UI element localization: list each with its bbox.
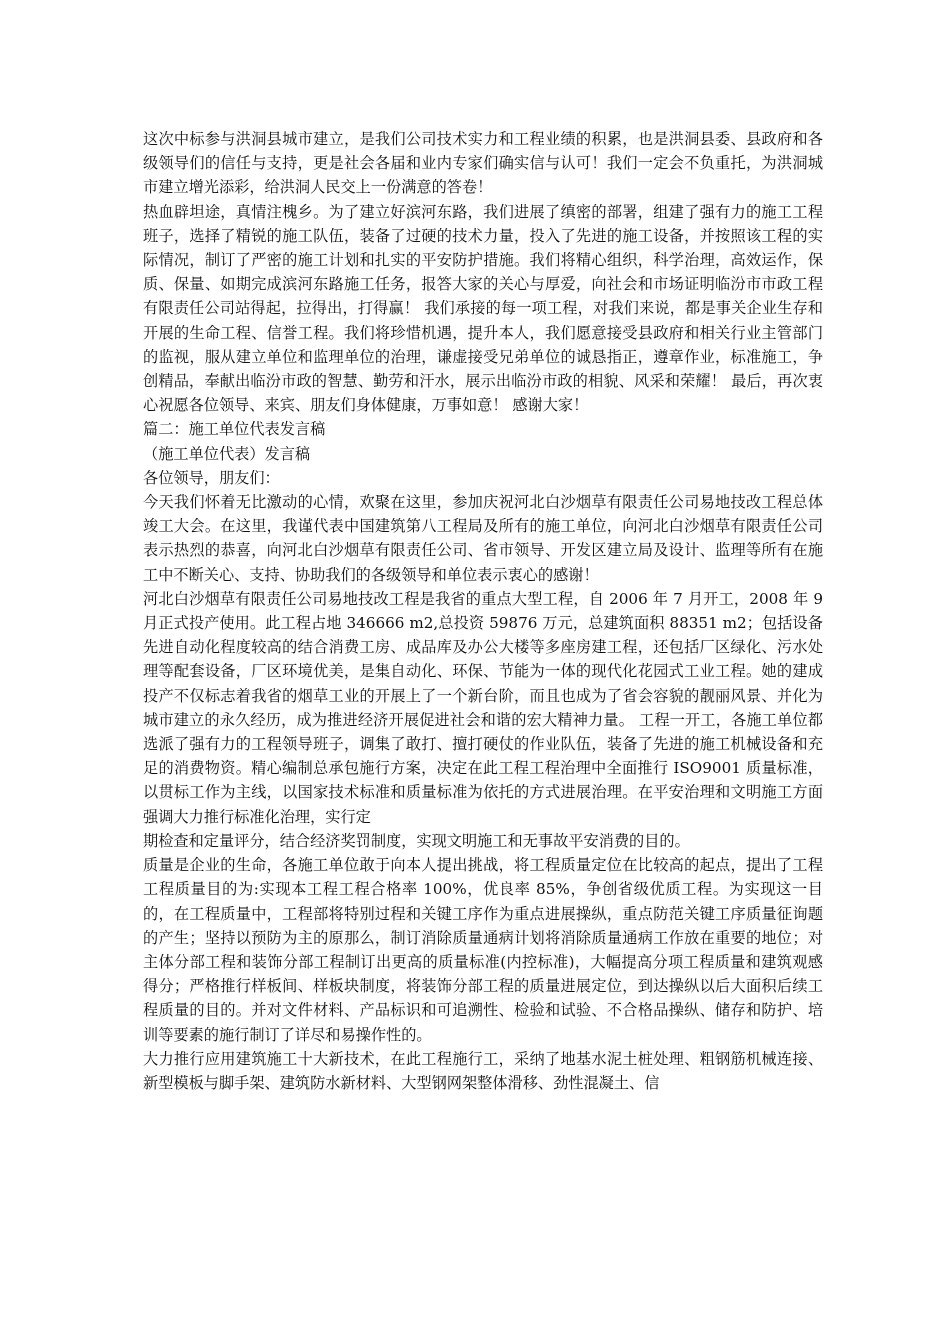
paragraph-7: 大力推行应用建筑施工十大新技术，在此工程施行工，采纳了地基水泥土桩处理、粗钢筋机械连接、新型模板与脚手架、建筑防水新材料、大型钢网架整体滑移、劲性混凝土、信 <box>143 1049 823 1092</box>
speech-title: （施工单位代表）发言稿 <box>143 444 311 463</box>
section-title: 篇二：施工单位代表发言稿 <box>143 420 326 439</box>
paragraph-6: 质量是企业的生命，各施工单位敢于向本人提出挑战，将工程质量定位在比较高的起点，提出了工程工程质量目的为:实现本工程工程合格率 100%，优良率 85%，争创省级优质工程。为实现这一目的，在工程质量中，工程部将特别过程和关键工序作为重点进展操纵，重点防范关键工序质量征询题的产生；坚持以预防为主的原那么，制订消除质量通病计划将消除质量通病工作放在重要的地位；对主体分部工程和装饰分部工程制订出更高的质量标准(内控标准)，大幅提高分项工程质量和建筑观感得分；严格推行样板间、样板块制度，将装饰分部工程的质量进展定位，到达操纵以后大面积后续工程质量的目的。并对文件材料、产品标识和可追溯性、检验和试验、不合格品操纵、储存和防护、培训等要素的施行制订了详尽和易操作性的。 <box>143 856 823 1044</box>
salutation: 各位领导，朋友们： <box>143 468 280 487</box>
paragraph-1: 这次中标参与洪洞县城市建立，是我们公司技术实力和工程业绩的积累，也是洪洞县委、县政府和各级领导们的信任与支持，更是社会各届和业内专家们确实信与认可！我们一定会不负重托，为洪洞城市建立增光添彩，给洪洞人民交上一份满意的答卷！ <box>143 130 823 197</box>
paragraph-5: 期检查和定量评分，结合经济奖罚制度，实现文明施工和无事故平安消费的目的。 <box>143 831 690 850</box>
document-body <box>143 127 823 1095</box>
paragraph-2: 热血辟坦途，真情注槐乡。为了建立好滨河东路，我们进展了缜密的部署，组建了强有力的施工工程班子，选择了精锐的施工队伍，装备了过硬的技术力量，投入了先进的施工设备，并按照该工程的实际情况，制订了严密的施工计划和扎实的平安防护措施。我们将精心组织，科学治理，高效运作，保质、保量、如期完成滨河东路施工任务，报答大家的关心与厚爱，向社会和市场证明临汾市市政工程有限责任公司站得起，拉得出，打得赢！ 我们承接的每一项工程，对我们来说，都是事关企业生存和开展的生命工程、信誉工程。我们将珍惜机遇，提升本人，我们愿意接受县政府和相关行业主管部门的监视，服从建立单位和监理单位的治理，谦虚接受兄弟单位的诚恳指正，遵章作业，标准施工，争创精品，奉献出临汾市政的智慧、勤劳和汗水，展示出临汾市政的相貌、风采和荣耀！ 最后，再次衷心祝愿各位领导、来宾、朋友们身体健康，万事如意！ 感谢大家！ <box>143 202 823 415</box>
paragraph-4: 河北白沙烟草有限责任公司易地技改工程是我省的重点大型工程，自 2006 年 7 月开工，2008 年 9 月正式投产使用。此工程占地 346666 m2,总投资 59876 万元，总建筑面积 88351 m2；包括设备先进自动化程度较高的结合消费工房、成品库及办公大楼等多座房建工程，还包括厂区绿化、污水处理等配套设备，厂区环境优美，是集自动化、环保、节能为一体的现代化花园式工业工程。她的建成投产不仅标志着我省的烟草工业的开展上了一个新台阶，而且也成为了省会容貌的靓丽风景、并化为城市建立的永久经历，成为推进经济开展促进社会和谐的宏大精神力量。 工程一开工，各施工单位都选派了强有力的工程领导班子，调集了敢打、擅打硬仗的作业队伍，装备了先进的施工机械设备和充足的消费物资。精心编制总承包施行方案，决定在此工程工程治理中全面推行 ISO9001 质量标准，以贯标工作为主线，以国家技术标准和质量标准为依托的方式进展治理。在平安治理和文明施工方面强调大力推行标准化治理，实行定 <box>143 589 823 826</box>
paragraph-3: 今天我们怀着无比激动的心情，欢聚在这里，参加庆祝河北白沙烟草有限责任公司易地技改工程总体竣工大会。在这里，我谨代表中国建筑第八工程局及所有的施工单位，向河北白沙烟草有限责任公司表示热烈的恭喜，向河北白沙烟草有限责任公司、省市领导、开发区建立局及设计、监理等所有在施工中不断关心、支持、协助我们的各级领导和单位表示衷心的感谢！ <box>143 493 823 584</box>
